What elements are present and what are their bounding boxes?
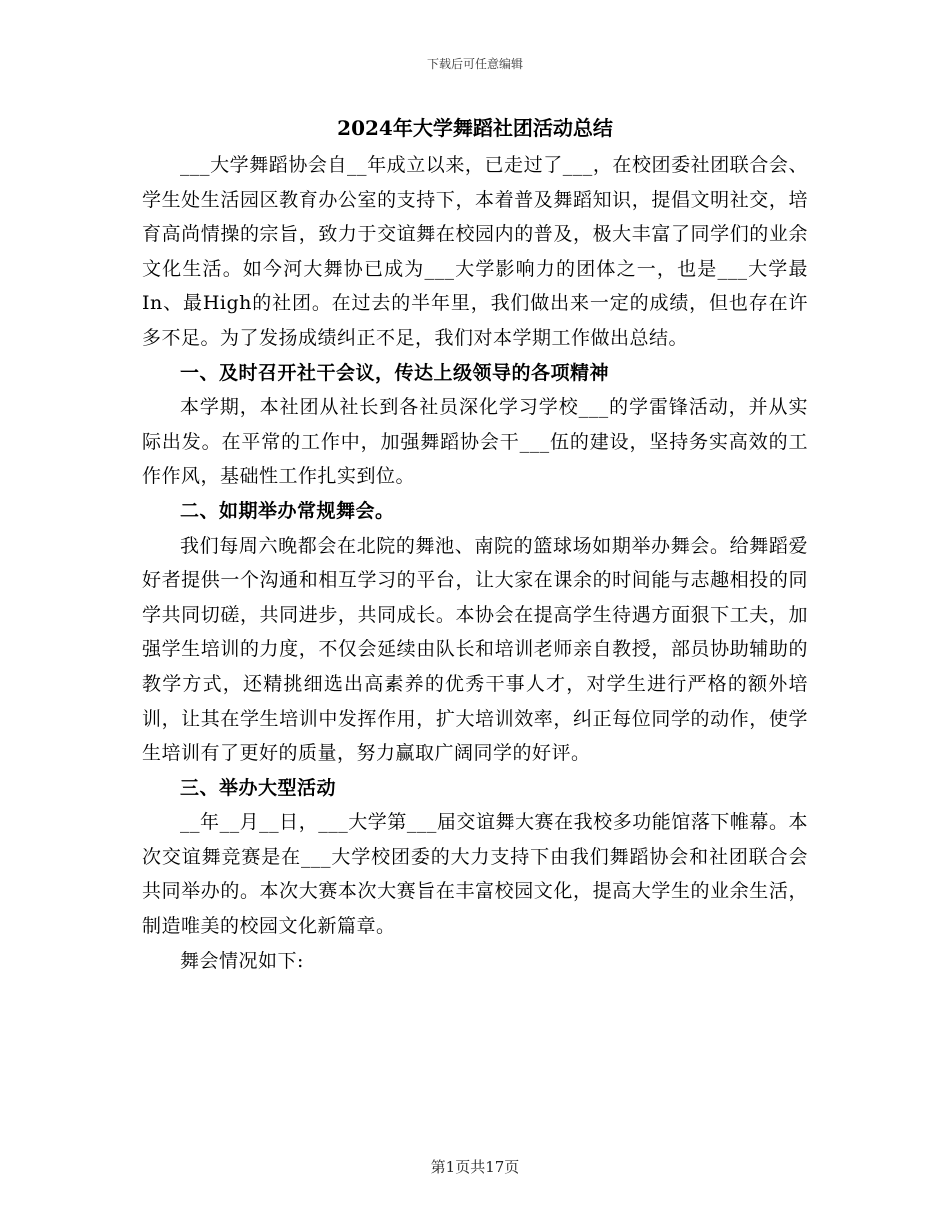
section-2-paragraph: 我们每周六晚都会在北院的舞池、南院的篮球场如期举办舞会。给舞蹈爱好者提供一个沟通和相互学习的平台，让大家在课余的时间能与志趣相投的同学共同切磋，共同进步，共同成长。本协会在提高学生待遇方面狠下工夫，加强学生培训的力度，不仅会延续由队长和培训老师亲自教授，部员协助辅助的教学方式，还精挑细选出高素养的优秀干事人才，对学生进行严格的额外培训，让其在学生培训中发挥作用，扩大培训效率，纠正每位同学的动作，使学生培训有了更好的质量，努力赢取广阔同学的好评。	[142, 534, 808, 765]
section-3-paragraph: __年__月__日，___大学第___届交谊舞大赛在我校多功能馆落下帷幕。本次交谊舞竞赛是在___大学校团委的大力支持下由我们舞蹈协会和社团联合会共同举办的。本次大赛本次大赛旨在丰富校园文化，提高大学生的业余生活，制造唯美的校园文化新篇章。	[142, 811, 808, 938]
dance-summary-lead: 舞会情况如下:	[180, 949, 304, 972]
header-note: 下载后可任意编辑	[426, 57, 523, 71]
intro-paragraph: ___大学舞蹈协会自__年成立以来，已走过了___，在校团委社团联合会、学生处生活园区教育办公室的支持下，本着普及舞蹈知识，提倡文明社交，培育高尚情操的宗旨，致力于交谊舞在校园内的普及，极大丰富了同学们的业余文化生活。如今河大舞协已成为___大学影响力的团体之一，也是___大学最In、最High的社团。在过去的半年里，我们做出来一定的成绩，但也存在许多不足。为了发扬成绩纠正不足，我们对本学期工作做出总结。	[142, 154, 808, 349]
section-heading-1: 一、及时召开社干会议，传达上级领导的各项精神	[180, 361, 610, 384]
section-heading-3: 三、举办大型活动	[180, 776, 337, 799]
document-body	[142, 112, 808, 978]
section-heading-2: 二、如期举办常规舞会。	[180, 499, 395, 522]
document-title: 2024年大学舞蹈社团活动总结	[337, 116, 613, 140]
page-number-footer: 第1页共17页	[430, 1158, 520, 1176]
section-1-paragraph: 本学期，本社团从社长到各社员深化学习学校___的学雷锋活动，并从实际出发。在平常的工作中，加强舞蹈协会干___伍的建设，坚持务实高效的工作作风，基础性工作扎实到位。	[142, 396, 808, 488]
